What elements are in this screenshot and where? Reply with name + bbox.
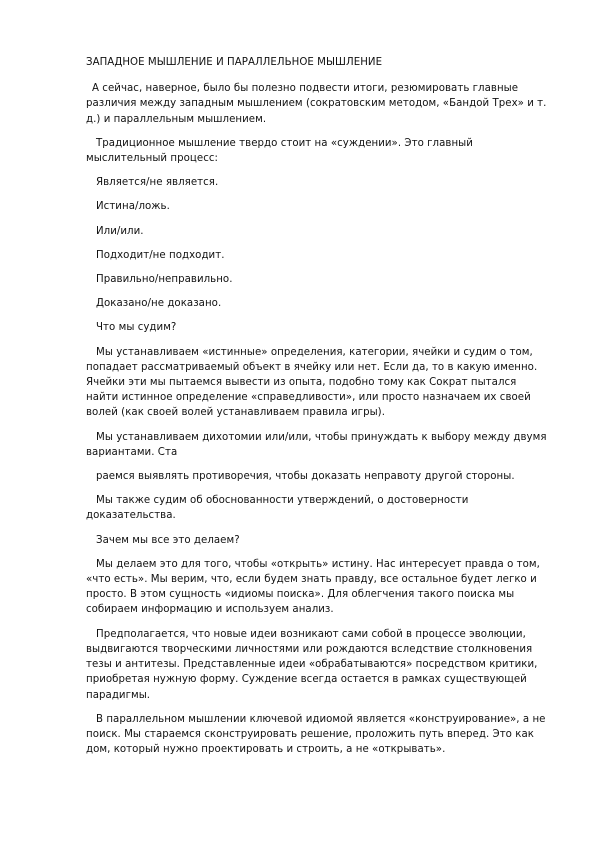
paragraph: Мы также судим об обоснованности утверждений, о достоверности доказательства.	[86, 495, 469, 522]
question: Что мы судим?	[96, 322, 177, 334]
paragraph: Традиционное мышление твердо стоит на «суждении». Это главный мыслительный процесс:	[86, 137, 473, 165]
paragraph: В параллельном мышлении ключевой идиомой является «конструирование», а не поиск. Мы стараемся сконструировать решение, проложить путь вперед. Это как дом, который нужно проектировать и строить, а не «открывать».	[86, 713, 546, 756]
document-title: ЗАПАДНОЕ МЫШЛЕНИЕ И ПАРАЛЛЕЛЬНОЕ МЫШЛЕНИЕ	[86, 57, 383, 68]
paragraph: Мы устанавливаем «истинные» определения, категории, ячейки и судим о том, попадает рассматриваемый объект в ячейку или нет. Если да, то в какую именно. Ячейки эти мы пытаемся вывести из опыта, подобно тому как Сократ пытался найти истинное определение «справедливости», или просто назначаем их своей волей (как своей волей устанавливаем правила игры).	[86, 346, 538, 419]
paragraph: Мы делаем это для того, чтобы «открыть» истину. Нас интересует правда о том, «что есть». Мы верим, что, если будем знать правду, все остальное будет легко и просто. В этом сущность «идиомы поиска». Для облегчения такого поиска мы собираем информацию и используем анализ.	[86, 558, 540, 616]
paragraph: раемся выявлять противоречия, чтобы доказать неправоту другой стороны.	[96, 471, 515, 483]
document-body	[86, 55, 548, 766]
list-item: Является/не является.	[96, 177, 219, 189]
paragraph: Предполагается, что новые идеи возникают сами собой в процессе эволюции, выдвигаются творческими личностями или рождаются вследствие столкновения тезы и антитезы. Представленные идеи «обрабатываются» посредством критики, приобретая нужную форму. Суждение всегда остается в рамках существующей парадигмы.	[86, 628, 538, 701]
list-item: Правильно/неправильно.	[96, 274, 233, 286]
question: Зачем мы все это делаем?	[96, 534, 240, 546]
list-item: Доказано/не доказано.	[96, 298, 222, 310]
list-item: Подходит/не подходит.	[96, 249, 225, 261]
paragraph: Мы устанавливаем дихотомии или/или, чтобы принуждать к выбору между двумя вариантами. Ста	[86, 431, 547, 458]
list-item: Истина/ложь.	[96, 201, 170, 213]
list-item: Или/или.	[96, 225, 144, 237]
paragraph: А сейчас, наверное, было бы полезно подвести итоги, резюмировать главные различия между западным мышлением (сократовским методом, «Бандой Трех» и т. д.) и параллельным мышлением.	[86, 83, 547, 125]
